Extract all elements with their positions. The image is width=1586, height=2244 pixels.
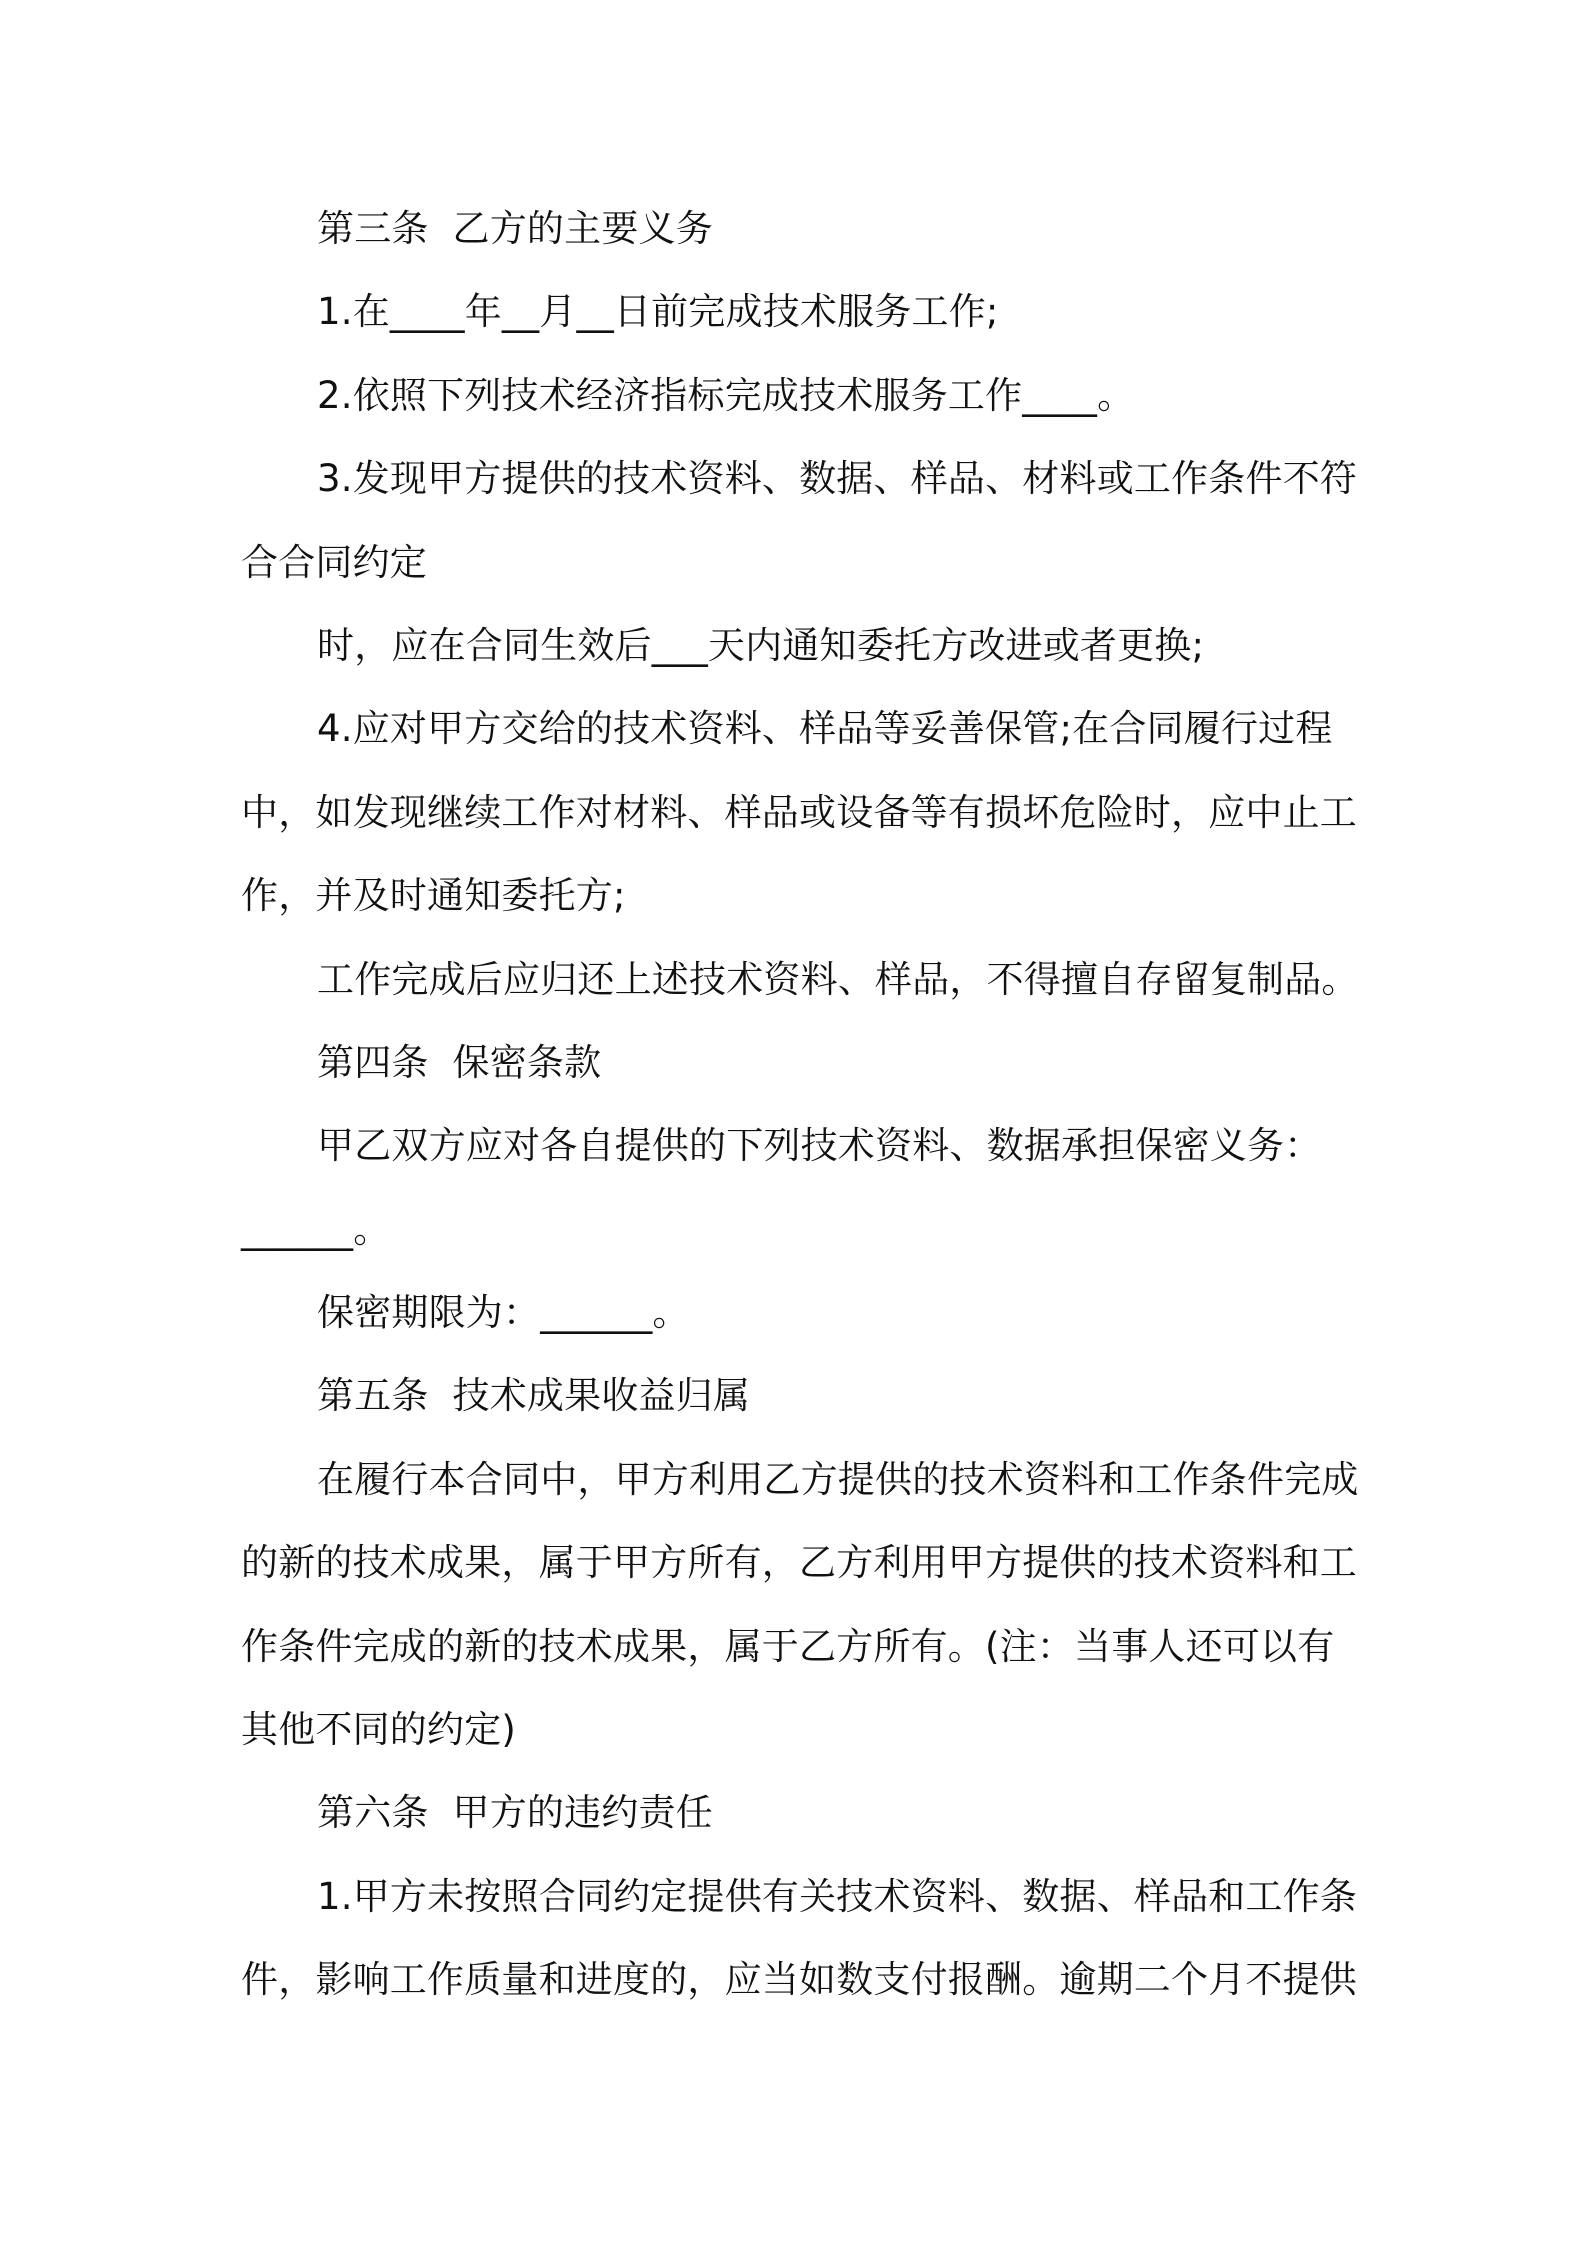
paragraph-line: 作条件完成的新的技术成果，属于乙方所有。(注：当事人还可以有	[241, 1624, 1335, 1668]
paragraph-line: 保密期限为：______。	[317, 1291, 690, 1335]
paragraph-line: 工作完成后应归还上述技术资料、样品，不得擅自存留复制品。	[317, 957, 1359, 1001]
paragraph-line: 2.依照下列技术经济指标完成技术服务工作____。	[317, 373, 1135, 417]
paragraph-line: ______。	[241, 1207, 391, 1251]
article-5-heading: 第五条 技术成果收益归属	[317, 1374, 751, 1418]
paragraph-line: 中，如发现继续工作对材料、样品或设备等有损坏危险时，应中止工	[241, 790, 1357, 834]
paragraph-line: 合合同约定	[241, 540, 427, 584]
paragraph-line: 的新的技术成果，属于甲方所有，乙方利用甲方提供的技术资料和工	[241, 1541, 1357, 1585]
paragraph-line: 作，并及时通知委托方;	[241, 874, 626, 918]
article-4-heading: 第四条 保密条款	[317, 1040, 602, 1084]
paragraph-line: 在履行本合同中，甲方利用乙方提供的技术资料和工作条件完成	[317, 1457, 1359, 1501]
paragraph-line: 件，影响工作质量和进度的，应当如数支付报酬。逾期二个月不提供	[241, 1958, 1357, 2002]
paragraph-line: 时，应在合同生效后___天内通知委托方改进或者更换;	[317, 623, 1205, 667]
paragraph-line: 甲乙双方应对各自提供的下列技术资料、数据承担保密义务：	[317, 1124, 1322, 1168]
paragraph-line: 3.发现甲方提供的技术资料、数据、样品、材料或工作条件不符	[317, 457, 1358, 501]
contract-body	[241, 200, 1361, 2035]
paragraph-line: 4.应对甲方交给的技术资料、样品等妥善保管;在合同履行过程	[317, 707, 1333, 751]
article-3-heading: 第三条 乙方的主要义务	[317, 207, 713, 250]
paragraph-line: 1.甲方未按照合同约定提供有关技术资料、数据、样品和工作条	[317, 1874, 1358, 1918]
paragraph-line: 其他不同的约定)	[241, 1708, 517, 1752]
article-6-heading: 第六条 甲方的违约责任	[317, 1791, 713, 1835]
paragraph-line: 1.在____年__月__日前完成技术服务工作;	[317, 290, 999, 334]
